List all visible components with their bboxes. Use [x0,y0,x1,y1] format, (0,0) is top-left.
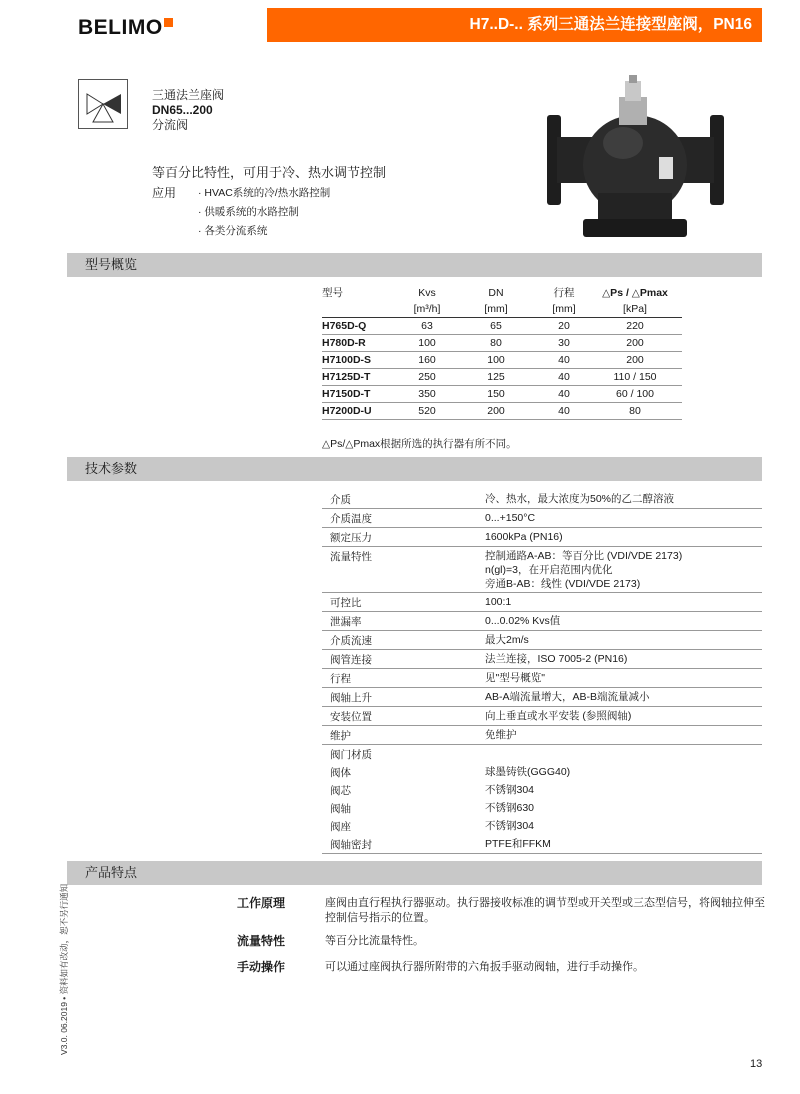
tech-row [322,799,762,817]
tech-key: 泄漏率 [330,616,362,628]
cell-pressure: 110 / 150 [613,371,657,383]
tech-value: 法兰连接，ISO 7005-2 (PN16) [485,653,628,665]
table-units-row [322,301,682,318]
tech-row [322,781,762,799]
tech-key: 阀轴密封 [330,839,372,851]
model-overview-table [322,284,682,420]
tech-key: 介质流速 [330,635,372,647]
tech-row [322,631,762,650]
tech-row [322,688,762,707]
cell-model: H765D-Q [322,320,367,332]
tech-value: 球墨铸铁(GGG40) [485,766,571,778]
header-stroke: 行程 [553,287,575,299]
valve-product-image [543,75,728,245]
table-row [322,335,682,352]
feature-key: 手动操作 [237,960,286,974]
tech-key: 行程 [330,673,351,685]
tech-row [322,763,762,781]
cell-pressure: 80 [629,405,641,417]
overview-footnote: △Ps/△Pmax根据所选的执行器有所不同。 [322,438,517,450]
cell-pressure: 200 [626,354,644,366]
technical-data-table [322,490,762,854]
cell-model: H7200D-U [322,405,372,417]
tech-value: 见"型号概览" [485,672,545,684]
cell-dn: 200 [487,405,505,417]
tech-row [322,650,762,669]
section-overview-header: 型号概览 [67,253,762,277]
header-title: H7..D-.. 系列三通法兰连接型座阀，PN16 [267,8,762,42]
cell-pressure: 220 [626,320,644,332]
tech-key: 安装位置 [330,711,372,723]
tech-row [322,593,762,612]
tech-value: 0...0.02% Kvs值 [485,615,561,627]
header-kvs: Kvs [418,286,436,299]
tech-value: 0...+150°C [485,512,536,524]
cell-dn: 150 [487,388,505,400]
tech-row [322,669,762,688]
cell-dn: 125 [487,371,505,383]
tech-row [322,817,762,835]
tech-row [322,707,762,726]
product-name-block [152,88,224,133]
cell-kvs: 520 [418,405,436,417]
application-item: · 各类分流系统 [198,225,268,237]
tech-row [322,612,762,631]
cell-dn: 80 [490,337,502,349]
product-range: DN65...200 [152,103,213,117]
cell-stroke: 40 [558,371,570,383]
cell-stroke: 40 [558,354,570,366]
unit-stroke: [mm] [552,303,576,315]
cell-model: H7150D-T [322,388,371,400]
feature-key: 流量特性 [237,934,286,948]
tech-value: 冷、热水，最大浓度为50%的乙二醇溶液 [485,493,675,505]
cell-stroke: 40 [558,388,570,400]
product-subtype: 分流阀 [152,118,189,132]
header-pressure: △Ps / △Pmax [602,286,668,299]
cell-model: H7125D-T [322,371,371,383]
section-tech-header: 技术参数 [67,457,762,481]
cell-model: H780D-R [322,337,366,349]
tech-value: 100:1 [485,596,512,608]
tech-key: 阀体 [330,767,351,779]
belimo-logo: BELIMO [78,16,173,40]
cell-kvs: 100 [418,337,436,349]
unit-pressure: [kPa] [623,303,647,315]
cell-stroke: 20 [558,320,570,332]
cell-model: H7100D-S [322,354,372,366]
tech-row [322,547,762,593]
tech-value: 最大2m/s [485,634,529,646]
tech-value: 不锈钢304 [485,820,535,832]
diverting-valve-symbol-icon [78,79,128,129]
tech-row [322,835,762,854]
tech-value: 向上垂直或水平安装 (参照阀轴) [485,710,632,722]
tech-value: 1600kPa (PN16) [485,531,563,543]
tech-row [322,490,762,509]
cell-stroke: 30 [558,337,570,349]
feature-value: 座阀由直行程执行器驱动。执行器接收标准的调节型或开关型或三态型信号，将阀轴拉伸至控制信号指示的位置。 [325,897,765,924]
cell-stroke: 40 [558,405,570,417]
version-note: V3.0. 06.2019 • 资料如有改动，恕不另行通知 [59,883,69,1055]
tech-key: 阀轴 [330,803,351,815]
tech-value [485,747,762,762]
tech-key: 可控比 [330,597,362,609]
tech-key: 阀座 [330,821,351,833]
cell-kvs: 250 [418,371,436,383]
applications-list [198,184,330,241]
cell-pressure: 60 / 100 [616,388,654,400]
cell-pressure: 200 [626,337,644,349]
section-features-header: 产品特点 [67,861,762,885]
header-dn: DN [488,286,504,299]
unit-dn: [mm] [484,303,508,315]
tech-row [322,528,762,547]
tech-value: 控制通路A-AB：等百分比 (VDI/VDE 2173) n(gl)=3，在开启范围内优化 旁通B-AB：线性 (VDI/VDE 2173) [485,550,683,590]
applications-label: 应用 [152,186,177,200]
table-row [322,369,682,386]
tech-value: 不锈钢630 [485,802,535,814]
tech-value: PTFE和FFKM [485,838,551,850]
tech-key: 额定压力 [330,532,372,544]
unit-kvs: [m³/h] [413,303,441,315]
tech-row [322,745,762,763]
table-row [322,386,682,403]
cell-kvs: 160 [418,354,436,366]
header-model: 型号 [322,287,343,299]
product-name: 三通法兰座阀 [152,88,225,102]
tech-key: 阀芯 [330,785,351,797]
feature-value: 等百分比流量特性。 [325,935,424,947]
table-row [322,403,682,420]
feature-value: 可以通过座阀执行器所附带的六角扳手驱动阀轴，进行手动操作。 [325,961,644,973]
tech-key: 维护 [330,730,351,742]
product-tagline: 等百分比特性，可用于冷、热水调节控制 [152,165,387,180]
tech-key: 阀管连接 [330,654,372,666]
tech-value: 免维护 [485,729,517,741]
tech-value: AB-A端流量增大，AB-B端流量减小 [485,691,650,703]
table-header-row [322,284,682,301]
cell-kvs: 63 [421,320,433,332]
tech-row [322,509,762,528]
application-item: · 供暖系统的水路控制 [198,206,299,218]
tech-value: 不锈钢304 [485,784,535,796]
cell-kvs: 350 [418,388,436,400]
tech-row [322,726,762,745]
cell-dn: 65 [490,320,502,332]
application-item: · HVAC系统的冷/热水路控制 [198,187,331,199]
table-row [322,318,682,335]
tech-key: 介质 [330,494,351,506]
table-row [322,352,682,369]
tech-key: 流量特性 [330,551,372,563]
tech-key: 介质温度 [330,513,372,525]
tech-key: 阀轴上升 [330,692,372,704]
feature-key: 工作原理 [237,896,286,910]
tech-key: 阀门材质 [330,749,372,761]
cell-dn: 100 [487,354,505,366]
page-number: 13 [750,1058,763,1070]
